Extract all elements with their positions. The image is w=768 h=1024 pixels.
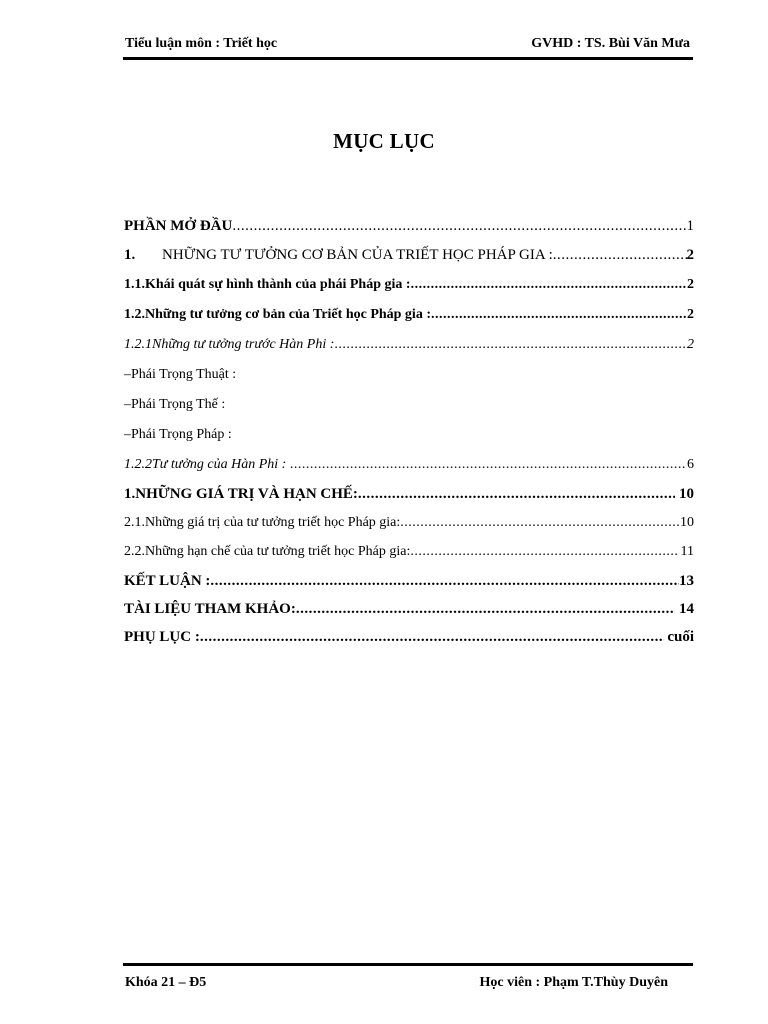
toc-entry-page: 1 [686, 218, 694, 234]
toc-leader-dots [334, 337, 687, 353]
toc-entry-page: cuối [663, 629, 694, 645]
toc-entry-trong-thuat[interactable] [124, 367, 694, 391]
header-course: Tiểu luận môn : Triết học [125, 36, 278, 51]
header-instructor: GVHD : TS. Bùi Văn Mưa [531, 36, 690, 51]
toc-entry-label: TÀI LIỆU THAM KHẢO: [124, 601, 296, 617]
toc-entry-label: NHỮNG TƯ TƯỞNG CƠ BẢN CỦA TRIẾT HỌC PHÁP GIA : [162, 247, 553, 263]
toc-entry-1-2-1[interactable] [124, 337, 694, 361]
toc-entry-intro[interactable] [124, 218, 694, 242]
toc-entry-2-2[interactable] [124, 544, 694, 568]
toc-leader-dots [232, 218, 686, 235]
toc-entry-2-1[interactable] [124, 515, 694, 539]
page-footer [125, 975, 690, 995]
toc-leader-dots [411, 277, 687, 293]
toc-leader-dots [400, 515, 680, 531]
footer-student: Học viên : Phạm T.Thùy Duyên [479, 975, 668, 990]
toc-leader-dots [358, 486, 675, 503]
toc-entry-trong-the[interactable] [124, 397, 694, 421]
toc-entry-page: 14 [675, 601, 694, 617]
toc-entry-label: 1.2.1Những tư tưởng trước Hàn Phi : [124, 337, 335, 352]
toc-entry-1-2[interactable] [124, 307, 694, 331]
toc-leader-dots [290, 457, 687, 473]
toc-leader-dots [553, 247, 687, 264]
toc-entry-label: 2.2.Những hạn chế của tư tưởng triết học Pháp gia: [124, 544, 411, 559]
toc-entry-number: 1. [124, 247, 136, 263]
toc-leader-dots [296, 601, 675, 618]
toc-entry-trong-phap[interactable] [124, 427, 694, 451]
toc-entry-references[interactable] [124, 601, 694, 625]
toc-entry-1-1[interactable] [124, 277, 694, 301]
toc-entry-1-2-2[interactable] [124, 457, 694, 481]
toc-entry-label: PHỤ LỤC : [124, 629, 200, 645]
toc-entry-label: PHẦN MỞ ĐẦU [124, 218, 233, 234]
toc-entry-page: 11 [677, 544, 694, 559]
toc-entry-page: 10 [680, 515, 694, 530]
footer-rule [123, 963, 693, 966]
toc-entry-label: 1.1.Khái quát sự hình thành của phái Pháp gia : [124, 277, 411, 292]
toc-leader-dots [200, 629, 664, 646]
footer-class: Khóa 21 – Đ5 [125, 975, 207, 990]
toc-entry-label: KẾT LUẬN : [124, 573, 211, 589]
toc-entry-page: 2 [686, 247, 694, 263]
toc-entry-conclusion[interactable] [124, 573, 694, 597]
toc-entry-label: 1.2.Những tư tưởng cơ bản của Triết học Pháp gia : [124, 307, 431, 322]
header-rule [123, 57, 693, 60]
toc-leader-dots [410, 544, 677, 560]
toc-entry-page: 6 [687, 457, 694, 472]
toc-entry-page: 2 [687, 307, 694, 322]
page-title: MỤC LỤC [333, 129, 435, 153]
toc-entry-page: 2 [687, 337, 694, 352]
toc-entry-label: 2.1.Những giá trị của tư tưởng triết học Pháp gia: [124, 515, 401, 530]
toc-entry-label: –Phái Trọng Thuật : [124, 367, 237, 382]
toc-entry-label: –Phái Trọng Thế : [124, 397, 226, 412]
toc-entry-label: 1.2.2Tư tưởng của Hàn Phi : [124, 457, 290, 472]
toc-leader-dots [431, 307, 687, 323]
toc-entry-page: 10 [675, 486, 694, 502]
toc-entry-label: 1.NHỮNG GIÁ TRỊ VÀ HẠN CHẾ: [124, 486, 358, 502]
toc-leader-dots [210, 573, 679, 590]
toc-entry-values-limits[interactable] [124, 486, 694, 510]
toc-entry-appendix[interactable] [124, 629, 694, 653]
toc-entry-page: 13 [679, 573, 694, 589]
toc-entry-chapter-1[interactable] [124, 247, 694, 271]
toc-entry-page: 2 [687, 277, 694, 292]
page-header [125, 36, 690, 56]
toc-entry-label: –Phái Trọng Pháp : [124, 427, 232, 442]
